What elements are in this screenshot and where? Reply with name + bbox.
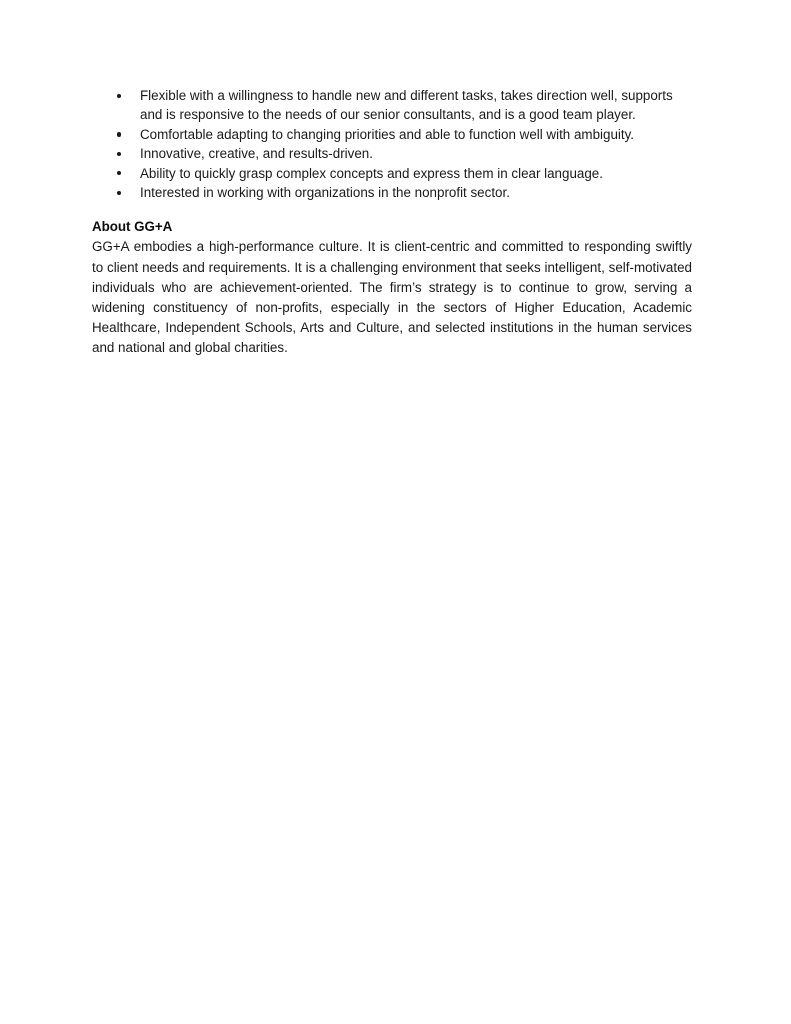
about-section-heading: About GG+A (92, 219, 173, 235)
list-item (92, 125, 692, 144)
about-section-body: GG+A embodies a high-performance culture. It is client-centric and committed to responding swiftly to client needs and requirements. It is a challenging environment that seeks intelligent, self-motivated individuals who are achievement-oriented. The firm’s strategy is to continue to grow, serving a widening constituency of non-profits, especially in the sectors of Higher Education, Academic Healthcare, Independent Schools, Arts and Culture, and selected institutions in the human services and national and global charities. (92, 239, 692, 356)
list-item (92, 144, 692, 163)
list-item-text: Flexible with a willingness to handle new and different tasks, takes direction well, supports and is responsive to the needs of our senior consultants, and is a good team player. (140, 88, 673, 123)
list-item-text: Ability to quickly grasp complex concepts and express them in clear language. (140, 165, 603, 181)
bullet-point-icon (117, 152, 121, 156)
list-item (92, 86, 692, 125)
bullet-point-icon (117, 191, 121, 195)
list-item-text: Interested in working with organizations in the nonprofit sector. (140, 185, 510, 201)
list-item (92, 183, 692, 202)
bullet-point-icon (117, 132, 121, 136)
list-item (92, 164, 692, 183)
bullet-point-icon (117, 94, 121, 98)
qualifications-bullet-list (92, 86, 692, 202)
bullet-point-icon (117, 171, 121, 175)
list-item-text: Comfortable adapting to changing priorities and able to function well with ambiguity. (140, 126, 635, 142)
list-item-text: Innovative, creative, and results-driven. (140, 146, 373, 162)
about-section (92, 217, 692, 358)
document-content (92, 86, 692, 372)
